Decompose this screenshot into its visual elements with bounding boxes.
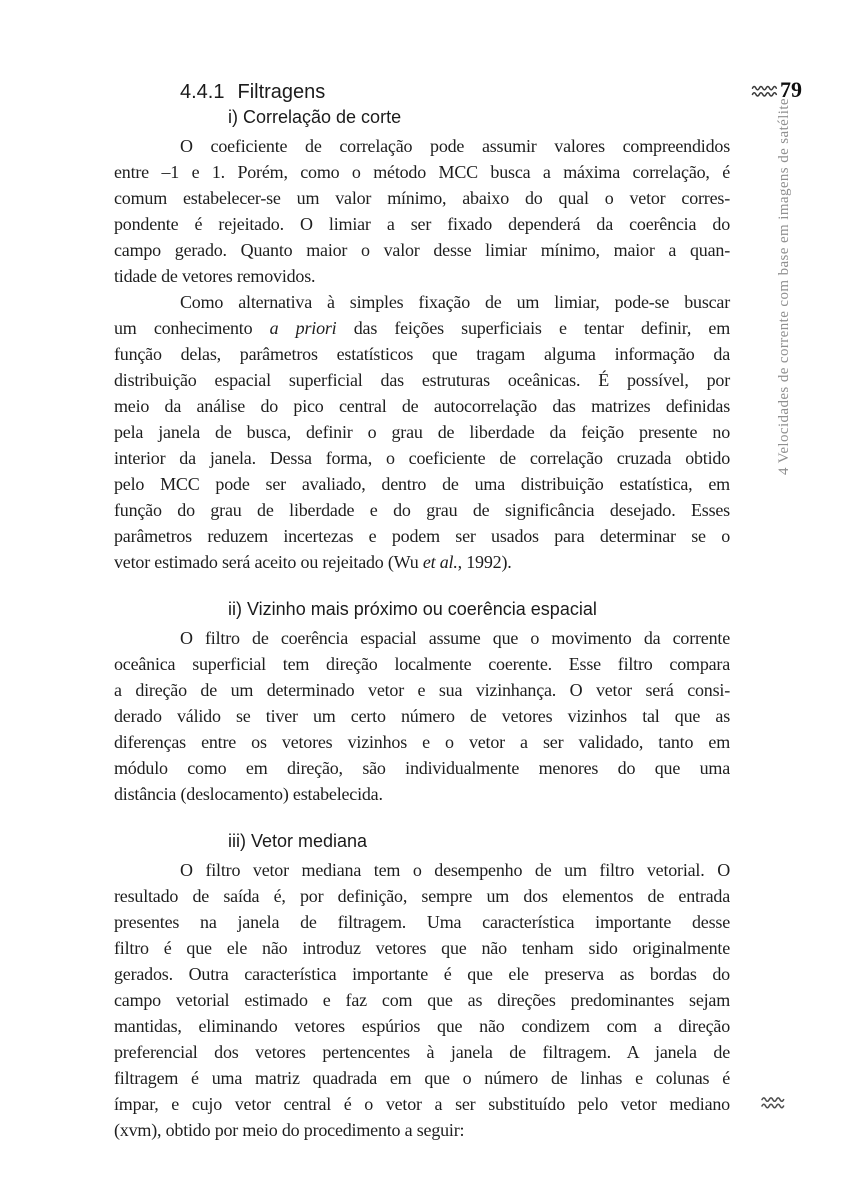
text-line: filtro é que ele não introduz vetores que não tenham sido originalmente bbox=[114, 938, 730, 958]
text-line: (xvm), obtido por meio do procedimento a seguir: bbox=[114, 1120, 465, 1140]
text-line: função delas, parâmetros estatísticos que tragam alguma informação da bbox=[114, 344, 730, 364]
text-line: parâmetros reduzem incertezas e podem ser usados para determinar se o bbox=[114, 526, 730, 546]
section-heading bbox=[114, 80, 730, 104]
subsection-heading: iii) Vetor mediana bbox=[228, 831, 368, 851]
text-line: derado válido se tiver um certo número de vetores vizinhos tal que as bbox=[114, 706, 730, 726]
text-line: O filtro de coerência espacial assume que o movimento da corrente bbox=[180, 628, 730, 648]
text-line: oceânica superficial tem direção localmente coerente. Esse filtro compara bbox=[114, 654, 730, 674]
text-line: gerados. Outra característica importante é que ele preserva as bordas do bbox=[114, 964, 730, 984]
text-line: O filtro vetor mediana tem o desempenho de um filtro vetorial. O bbox=[180, 860, 730, 880]
text-column bbox=[114, 80, 730, 1143]
paragraph bbox=[114, 289, 730, 575]
paragraph bbox=[114, 625, 730, 807]
section-number: 4.4.1 bbox=[180, 81, 225, 103]
paragraph bbox=[114, 857, 730, 1143]
text-line: função do grau de liberdade e do grau de significância desejado. Esses bbox=[114, 500, 730, 520]
wave-icon bbox=[751, 83, 778, 100]
text-line: mantidas, eliminando vetores espúrios que não condizem com a direção bbox=[114, 1016, 730, 1036]
text-line: resultado de saída é, por definição, sempre um dos elementos de entrada bbox=[114, 886, 730, 906]
subsection-heading: ii) Vizinho mais próximo ou coerência espacial bbox=[228, 599, 597, 619]
text-line: pelo MCC pode ser avaliado, dentro de uma distribuição estatística, em bbox=[114, 474, 730, 494]
text-line: filtragem é uma matriz quadrada em que o número de linhas e colunas é bbox=[114, 1068, 730, 1088]
text-line: ímpar, e cujo vetor central é o vetor a ser substituído pelo vetor mediano bbox=[114, 1094, 730, 1114]
text-line: Como alternativa à simples fixação de um limiar, pode-se buscar bbox=[180, 292, 730, 312]
text-line: comum estabelecer-se um valor mínimo, abaixo do qual o vetor corres- bbox=[114, 188, 730, 208]
text-line: diferenças entre os vetores vizinhos e o vetor a ser validado, tanto em bbox=[114, 732, 730, 752]
page-number: 79 bbox=[780, 77, 802, 102]
text-line: módulo como em direção, são individualmente menores do que uma bbox=[114, 758, 730, 778]
text-line: distribuição espacial superficial das estruturas oceânicas. É possível, por bbox=[114, 370, 730, 390]
text-line: campo gerado. Quanto maior o valor desse limiar mínimo, maior a quan- bbox=[114, 240, 730, 260]
wave-icon bbox=[760, 1094, 788, 1112]
text-line: campo vetorial estimado e faz com que as direções predominantes sejam bbox=[114, 990, 730, 1010]
text-line: vetor estimado será aceito ou rejeitado (Wu et al., 1992). bbox=[114, 552, 512, 572]
chapter-running-title: 4 Velocidades de corrente com base em imagens de satélite bbox=[776, 98, 792, 475]
text-line: distância (deslocamento) estabelecida. bbox=[114, 784, 383, 804]
text-line: um conhecimento a priori das feições superficiais e tentar definir, em bbox=[114, 318, 730, 338]
subsection-heading: i) Correlação de corte bbox=[228, 107, 402, 127]
text-line: entre –1 e 1. Porém, como o método MCC busca a máxima correlação, é bbox=[114, 162, 730, 182]
text-line: tidade de vetores removidos. bbox=[114, 266, 316, 286]
sections-container bbox=[114, 105, 730, 1143]
text-line: preferencial dos vetores pertencentes à janela de filtragem. A janela de bbox=[114, 1042, 730, 1062]
text-line: presentes na janela de filtragem. Uma característica importante desse bbox=[114, 912, 730, 932]
text-line: interior da janela. Dessa forma, o coeficiente de correlação cruzada obtido bbox=[114, 448, 730, 468]
paragraph bbox=[114, 133, 730, 289]
text-line: O coeficiente de correlação pode assumir valores compreendidos bbox=[180, 136, 730, 156]
text-line: pondente é rejeitado. O limiar a ser fixado dependerá da coerência do bbox=[114, 214, 730, 234]
text-line: pela janela de busca, definir o grau de liberdade da feição presente no bbox=[114, 422, 730, 442]
text-line: a direção de um determinado vetor e sua vizinhança. O vetor será consi- bbox=[114, 680, 730, 700]
text-line: meio da análise do pico central de autocorrelação das matrizes definidas bbox=[114, 396, 730, 416]
section-title: Filtragens bbox=[237, 81, 326, 103]
